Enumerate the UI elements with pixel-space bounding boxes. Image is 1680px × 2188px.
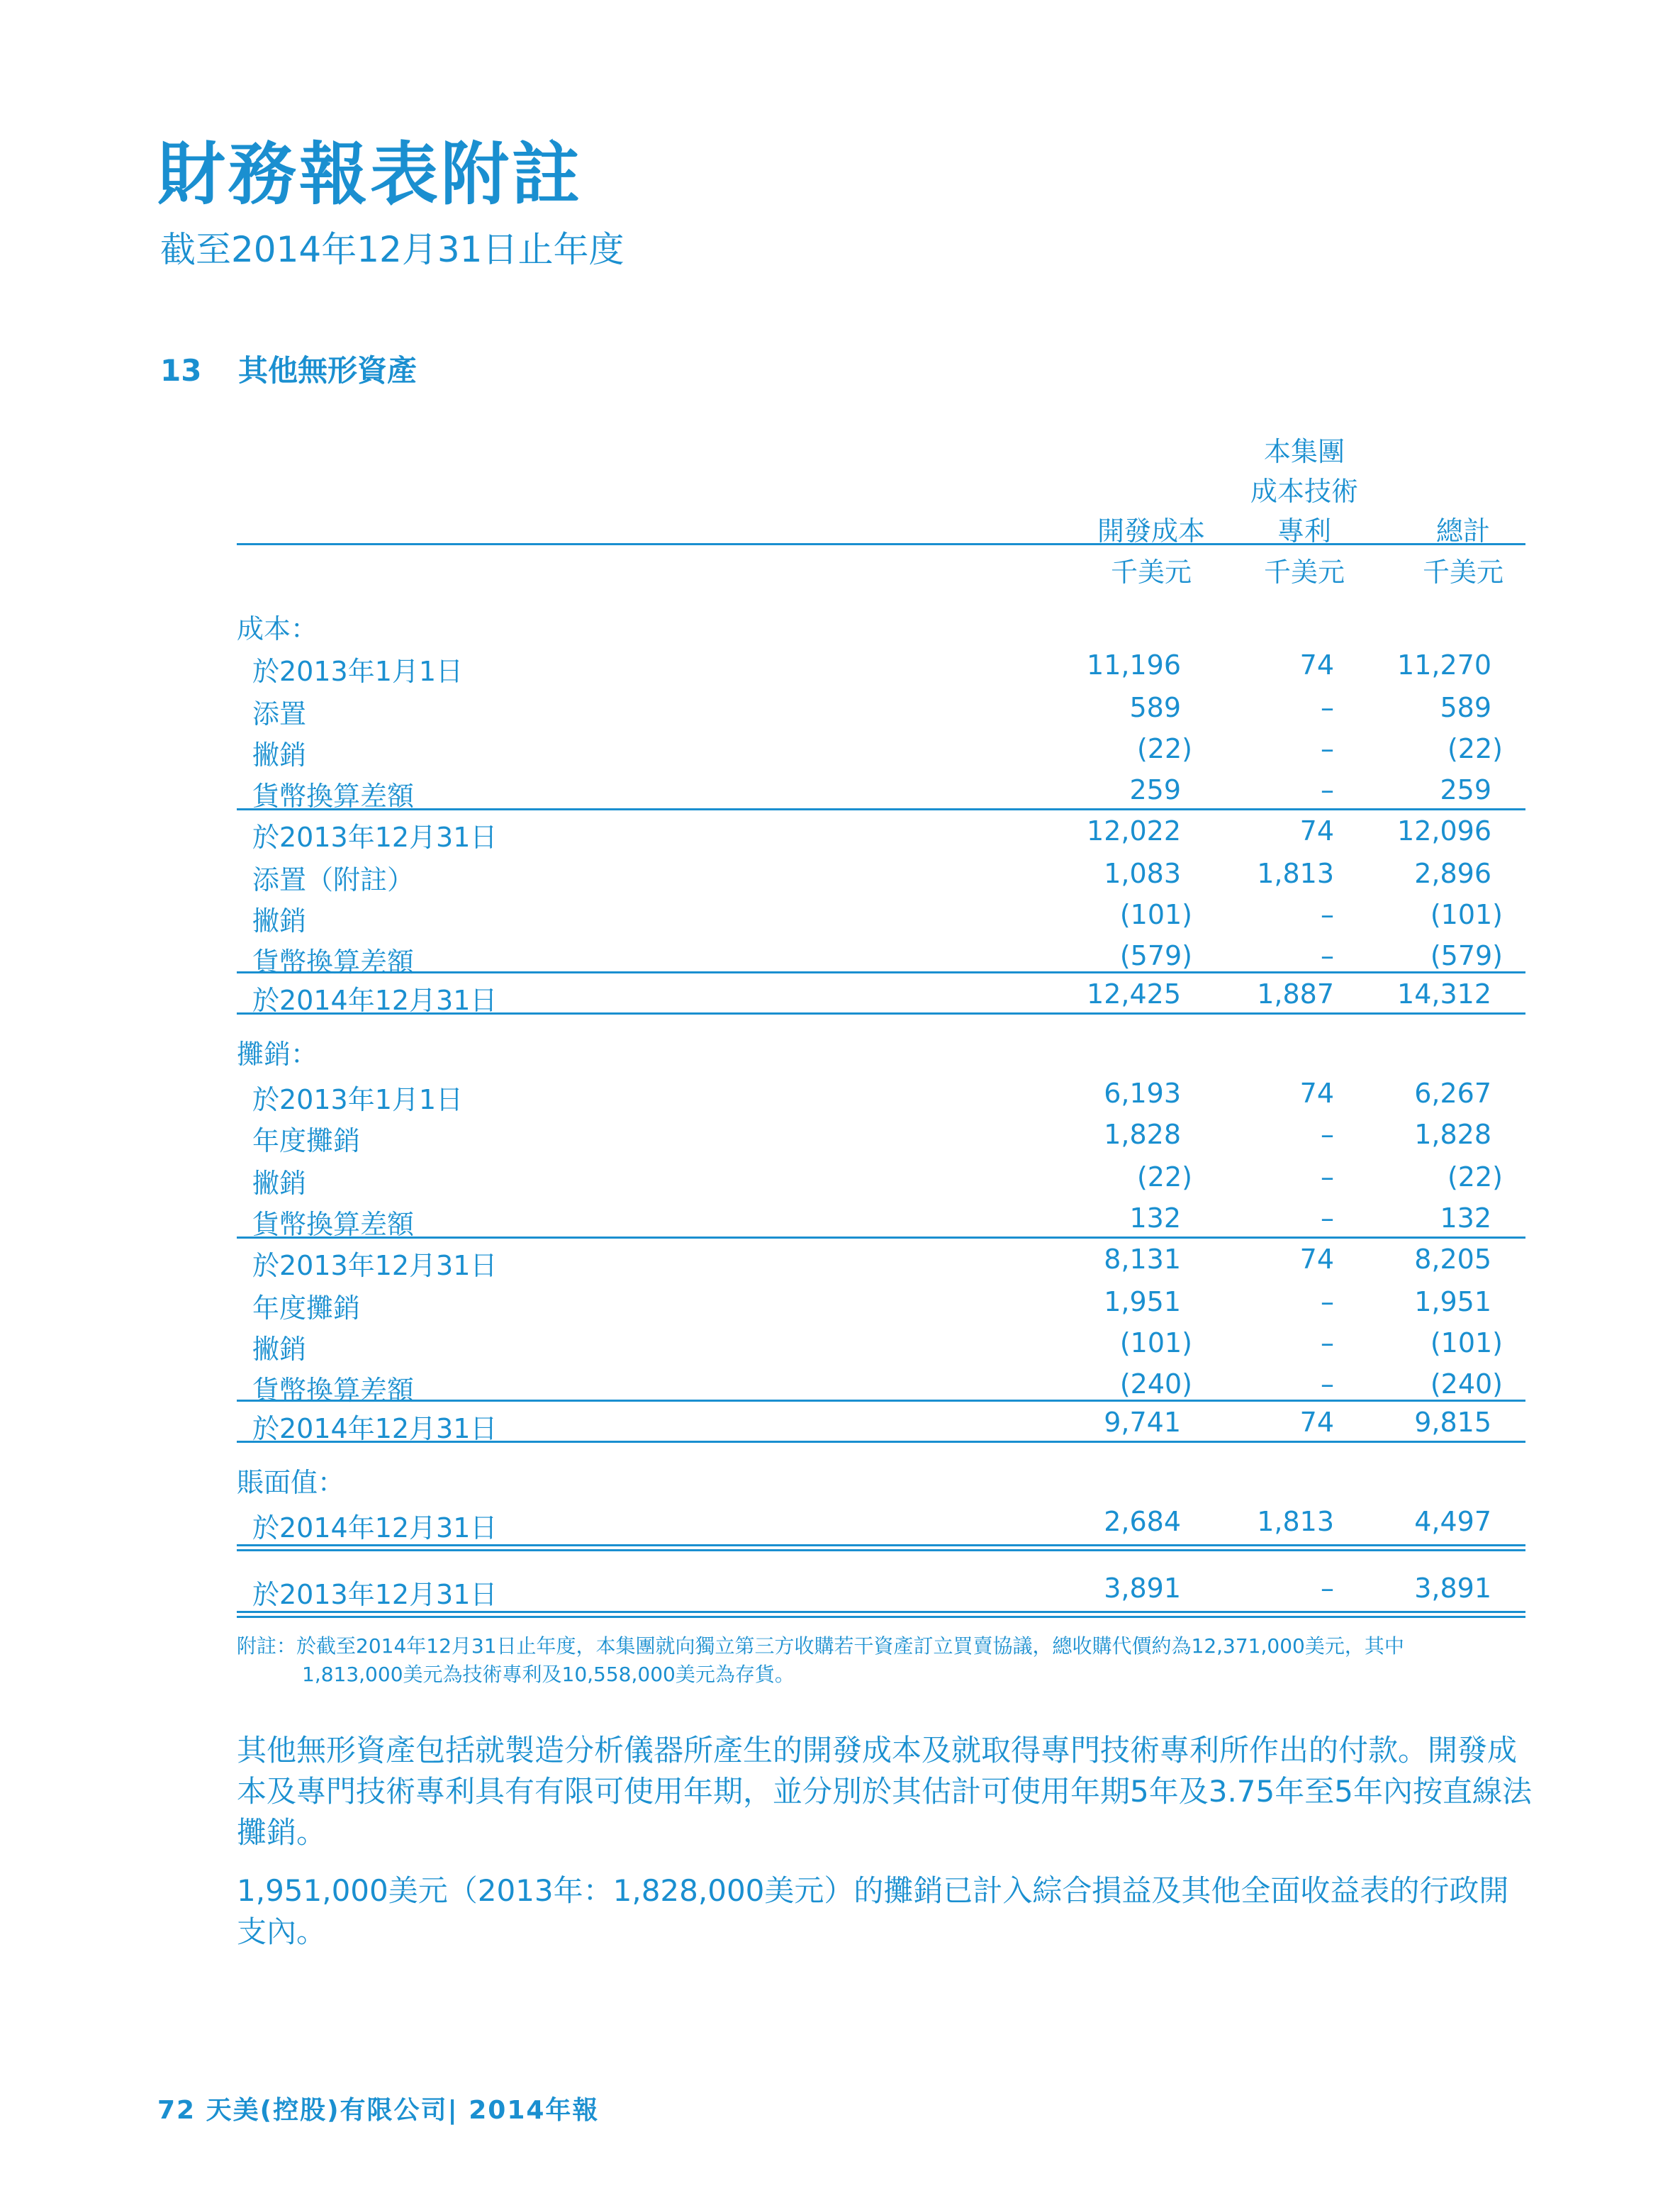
cell-dev-cost: 3,891 xyxy=(1104,1573,1181,1604)
cell-dev-cost: (101) xyxy=(1119,1327,1192,1358)
cell-total: 132 xyxy=(1440,1202,1491,1234)
table-row xyxy=(237,940,1525,981)
cell-dev-cost: (101) xyxy=(1119,899,1192,930)
cell-dev-cost: 9,741 xyxy=(1104,1407,1181,1438)
cell-patent: 74 xyxy=(1299,815,1334,847)
cell-patent: 74 xyxy=(1299,649,1334,681)
row-label: 於2014年12月31日 xyxy=(252,1512,498,1544)
double-rule xyxy=(237,1544,1525,1551)
unit-dev-cost: 千美元 xyxy=(1110,557,1192,588)
cell-dev-cost: (240) xyxy=(1119,1368,1192,1400)
cell-patent: – xyxy=(1321,1573,1334,1604)
cell-dev-cost: 6,193 xyxy=(1104,1078,1181,1109)
cell-patent: 1,813 xyxy=(1257,858,1334,889)
cell-patent: – xyxy=(1321,1327,1334,1358)
header-rule xyxy=(237,543,1525,545)
cell-dev-cost: 132 xyxy=(1129,1202,1181,1234)
section-title: 其他無形資產 xyxy=(238,353,418,388)
cell-total: (101) xyxy=(1430,899,1503,930)
cell-total: 11,270 xyxy=(1397,649,1491,681)
cell-patent: 74 xyxy=(1299,1244,1334,1275)
section-number: 13 xyxy=(160,353,202,388)
table-row xyxy=(237,858,1525,899)
row-label: 於2013年12月31日 xyxy=(252,1579,498,1610)
cell-total: (101) xyxy=(1430,1327,1503,1358)
cost-heading: 成本： xyxy=(237,613,318,644)
double-rule xyxy=(237,1611,1525,1618)
cell-total: 9,815 xyxy=(1414,1407,1491,1438)
cell-dev-cost: 2,684 xyxy=(1104,1506,1181,1537)
cell-total: (22) xyxy=(1447,733,1503,764)
carrying-heading: 賬面值： xyxy=(237,1467,345,1498)
page-footer: 72 天美(控股)有限公司| 2014年報 xyxy=(157,2096,600,2125)
subtotal-rule xyxy=(237,808,1525,810)
cell-patent: – xyxy=(1321,1119,1334,1150)
footnote xyxy=(237,1632,1534,1689)
cell-total: 3,891 xyxy=(1414,1573,1491,1604)
page-subtitle: 截至2014年12月31日止年度 xyxy=(160,229,625,270)
cell-patent: 1,887 xyxy=(1257,978,1334,1010)
cell-dev-cost: 8,131 xyxy=(1104,1244,1181,1275)
cell-dev-cost: 11,196 xyxy=(1087,649,1181,681)
cell-total: 1,828 xyxy=(1414,1119,1491,1150)
table-row xyxy=(237,1506,1525,1547)
unit-patent: 千美元 xyxy=(1263,557,1345,588)
cell-patent: – xyxy=(1321,1368,1334,1400)
cell-total: 4,497 xyxy=(1414,1506,1491,1537)
row-label: 於2013年1月1日 xyxy=(252,1084,464,1115)
cell-patent: 74 xyxy=(1299,1407,1334,1438)
subtotal-rule xyxy=(237,1237,1525,1239)
cell-patent: 1,813 xyxy=(1257,1506,1334,1537)
row-label: 於2014年12月31日 xyxy=(252,1413,498,1444)
cell-patent: – xyxy=(1321,774,1334,805)
cell-patent: – xyxy=(1321,692,1334,723)
section-heading xyxy=(160,347,417,390)
table-row xyxy=(237,1368,1525,1410)
cell-total: 14,312 xyxy=(1397,978,1491,1010)
row-label: 撇銷 xyxy=(252,1168,307,1199)
cell-dev-cost: 12,022 xyxy=(1087,815,1181,847)
group-header-line2: 成本技術 xyxy=(1250,476,1358,507)
table-row xyxy=(237,692,1525,733)
cell-patent: – xyxy=(1321,899,1334,930)
footnote-line2: 1,813,000美元為技術專利及10,558,000美元為存貨。 xyxy=(302,1663,795,1686)
table-row xyxy=(237,1119,1525,1160)
cell-patent: – xyxy=(1321,940,1334,971)
cell-patent: – xyxy=(1321,1161,1334,1193)
cell-patent: 74 xyxy=(1299,1078,1334,1109)
column-header-patent: 專利 xyxy=(1277,515,1331,547)
cell-total: (579) xyxy=(1430,940,1503,971)
row-label: 於2013年12月31日 xyxy=(252,822,498,853)
cell-dev-cost: (579) xyxy=(1119,940,1192,971)
cell-patent: – xyxy=(1321,1202,1334,1234)
paragraph-amortisation: 1,951,000美元（2013年：1,828,000美元）的攤銷已計入綜合損益及其他全面收益表的行政開支內。 xyxy=(237,1873,1509,1949)
cell-dev-cost: 589 xyxy=(1129,692,1181,723)
total-rule-top xyxy=(237,971,1525,973)
cell-dev-cost: (22) xyxy=(1136,1161,1192,1193)
row-label: 貨幣換算差額 xyxy=(252,1375,415,1406)
page-title: 財務報表附註 xyxy=(157,135,583,214)
row-label: 於2014年12月31日 xyxy=(252,985,498,1016)
cell-dev-cost: 12,425 xyxy=(1087,978,1181,1010)
cell-dev-cost: 259 xyxy=(1129,774,1181,805)
cell-total: 259 xyxy=(1440,774,1491,805)
total-rule-bottom xyxy=(237,1012,1525,1015)
table-row xyxy=(237,1327,1525,1368)
cell-total: 2,896 xyxy=(1414,858,1491,889)
row-label: 貨幣換算差額 xyxy=(252,781,415,812)
cell-total: 8,205 xyxy=(1414,1244,1491,1275)
cell-total: 6,267 xyxy=(1414,1078,1491,1109)
row-label: 撇銷 xyxy=(252,1334,307,1365)
cell-total: 589 xyxy=(1440,692,1491,723)
column-header-total: 總計 xyxy=(1435,515,1490,547)
paragraph-description: 其他無形資產包括就製造分析儀器所產生的開發成本及就取得專門技術專利所作出的付款。開發成本及專門技術專利具有有限可使用年期，並分別於其估計可使用年期5年及3.75年至5年內按直線法攤銷。 xyxy=(237,1733,1532,1850)
row-label: 撇銷 xyxy=(252,905,307,937)
row-label: 貨幣換算差額 xyxy=(252,1209,415,1240)
cell-total: 12,096 xyxy=(1397,815,1491,847)
cell-dev-cost: 1,083 xyxy=(1104,858,1181,889)
footnote-line1: 附註：於截至2014年12月31日止年度，本集團就向獨立第三方收購若干資產訂立買賣協議，總收購代價約為12,371,000美元，其中 xyxy=(237,1634,1404,1658)
table-row xyxy=(237,1244,1525,1285)
column-header-dev-cost: 開發成本 xyxy=(1097,515,1205,547)
row-label: 添置（附註） xyxy=(252,864,415,895)
row-label: 添置 xyxy=(252,698,307,730)
row-label: 年度攤銷 xyxy=(252,1125,361,1156)
row-label: 年度攤銷 xyxy=(252,1293,361,1324)
group-header-line1: 本集團 xyxy=(1263,436,1345,467)
cell-total: (240) xyxy=(1430,1368,1503,1400)
table-row xyxy=(237,899,1525,940)
table-row xyxy=(237,1286,1525,1327)
cell-patent: – xyxy=(1321,1286,1334,1317)
unit-total: 千美元 xyxy=(1422,557,1503,588)
cell-total: 1,951 xyxy=(1414,1286,1491,1317)
cell-patent: – xyxy=(1321,733,1334,764)
cell-total: (22) xyxy=(1447,1161,1503,1193)
cell-dev-cost: (22) xyxy=(1136,733,1192,764)
table-row xyxy=(237,1161,1525,1202)
table-row xyxy=(237,1573,1525,1614)
total-rule-top xyxy=(237,1400,1525,1402)
row-label: 於2013年12月31日 xyxy=(252,1250,498,1281)
row-label: 撇銷 xyxy=(252,739,307,771)
cell-dev-cost: 1,828 xyxy=(1104,1119,1181,1150)
table-row xyxy=(237,649,1525,691)
total-rule-bottom xyxy=(237,1441,1525,1443)
table-row xyxy=(237,815,1525,856)
table-row xyxy=(237,733,1525,774)
row-label: 貨幣換算差額 xyxy=(252,947,415,978)
row-label: 於2013年1月1日 xyxy=(252,656,464,687)
cell-dev-cost: 1,951 xyxy=(1104,1286,1181,1317)
amortisation-heading: 攤銷： xyxy=(237,1039,318,1070)
table-row xyxy=(237,1078,1525,1119)
